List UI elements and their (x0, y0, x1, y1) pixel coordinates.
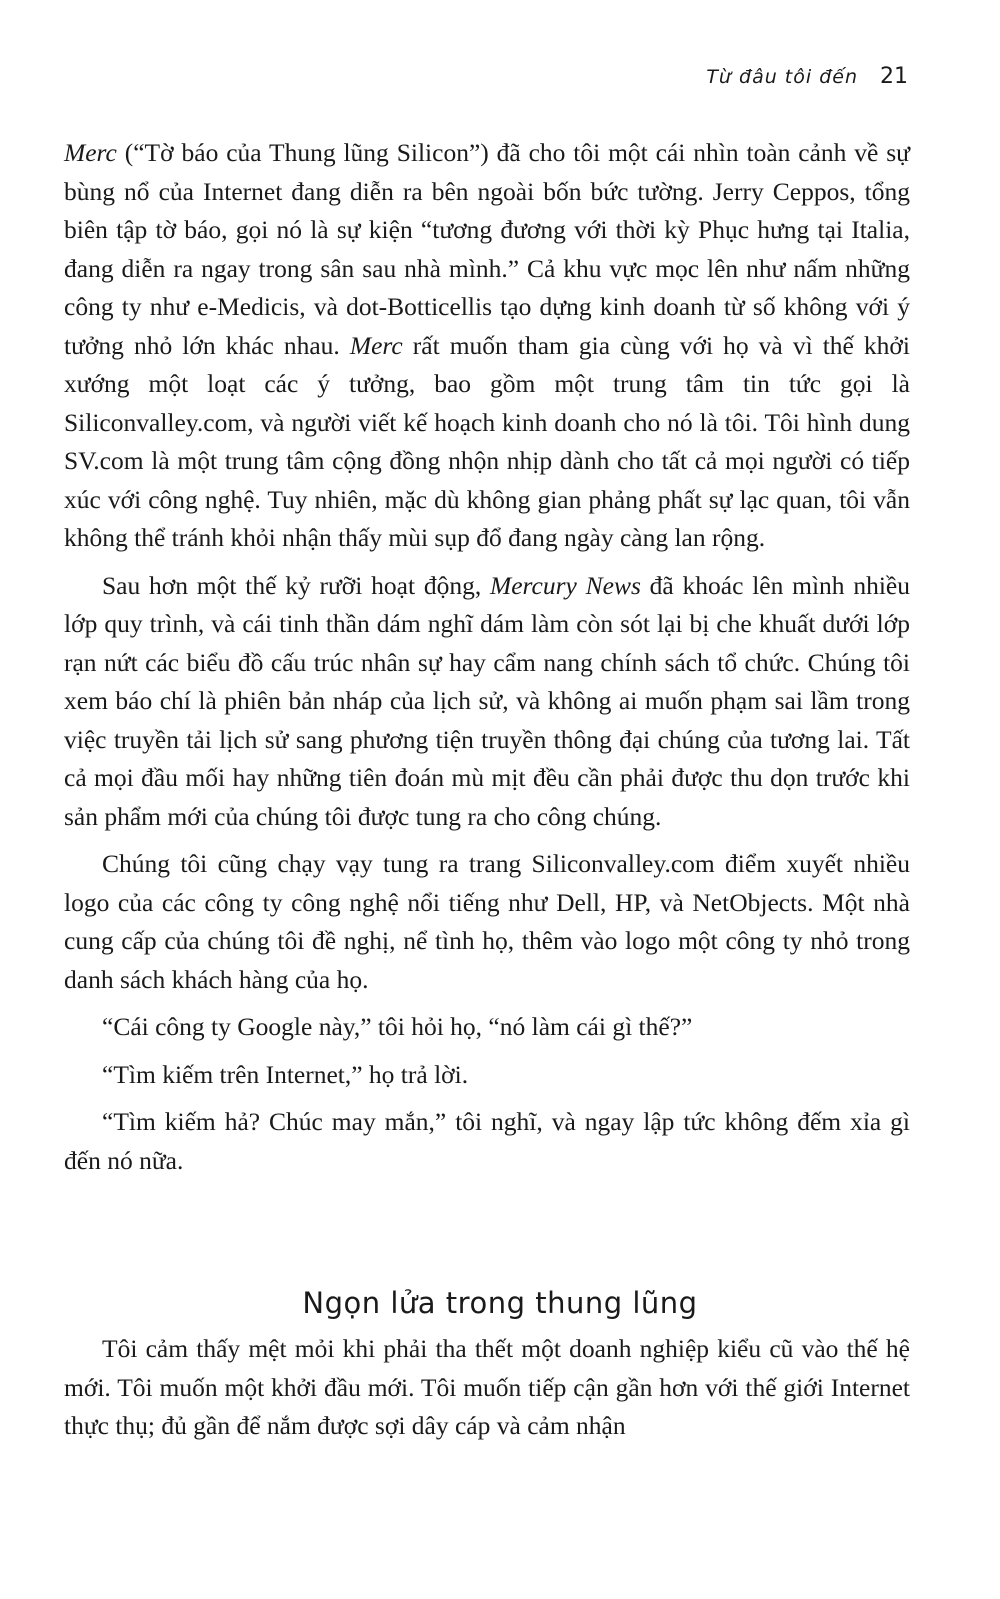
italic-merc-2: Merc (349, 330, 403, 360)
italic-merc: Merc (64, 138, 117, 167)
paragraph-1-text: (“Tờ báo của Thung lũng Silicon”) đã cho tôi một cái nhìn toàn cảnh về sự bùng nổ của Internet đang diễn ra bên ngoài bốn bức tường. Jerry Ceppos, tổng biên tập tờ báo, gọi nó là sự kiện “tương đương với thời kỳ Phục hưng tại Italia, đang diễn ra ngay trong sân sau nhà mình.” Cả khu vực mọc lên như nấm những công ty như e-Medicis, và dot-Botticellis tạo dựng kinh doanh từ số không với ý tưởng nhỏ lớn khác nhau. (64, 138, 910, 360)
paragraph-2 (64, 567, 910, 837)
paragraph-4: “Cái công ty Google này,” tôi hỏi họ, “nó làm cái gì thế?” (102, 1012, 693, 1041)
running-title: Từ đâu tôi đến (706, 66, 858, 88)
paragraph-7: Tôi cảm thấy mệt mỏi khi phải tha thết một doanh nghiệp kiểu cũ vào thế hệ mới. Tôi muốn một khởi đầu mới. Tôi muốn tiếp cận gần hơn với thế giới Internet thực thụ; đủ gần để nắm được sợi dây cáp và cảm nhận (64, 1334, 910, 1440)
body-text-after-heading (64, 1330, 910, 1455)
page-number: 21 (880, 64, 908, 89)
running-header (706, 64, 908, 89)
paragraph-1 (64, 134, 910, 558)
section-heading: Ngọn lửa trong thung lũng (302, 1286, 698, 1320)
paragraph-5: “Tìm kiếm trên Internet,” họ trả lời. (102, 1059, 469, 1089)
body-text-before-heading (64, 134, 910, 1189)
italic-mercury-news: Mercury News (490, 570, 641, 600)
paragraph-3: Chúng tôi cũng chạy vạy tung ra trang Siliconvalley.com điểm xuyết nhiều logo của các công ty công nghệ nổi tiếng như Dell, HP, và NetObjects. Một nhà cung cấp của chúng tôi đề nghị, nể tình họ, thêm vào logo một công ty nhỏ trong danh sách khách hàng của họ. (64, 849, 910, 994)
paragraph-2-text-after: đã khoác lên mình nhiều lớp quy trình, và cái tinh thần dám nghĩ dám làm còn sót lại bị che khuất dưới lớp rạn nứt các biểu đồ cấu trúc nhân sự hay cẩm nang chính sách tổ chức. Chúng tôi xem báo chí là phiên bản nháp của lịch sử, và không ai muốn phạm sai lầm trong việc truyền tải lịch sử sang phương tiện truyền thông đại chúng của tương lai. Tất cả mọi đầu mối hay những tiên đoán mù mịt đều cần phải được thu dọn trước khi sản phẩm mới của chúng tôi được tung ra cho công chúng. (64, 570, 910, 831)
paragraph-1-rest: rất muốn tham gia cùng với họ và vì thế khởi xướng một loạt các ý tưởng, bao gồm một trung tâm tin tức gọi là Siliconvalley.com, và người viết kế hoạch kinh doanh cho nó là tôi. Tôi hình dung SV.com là một trung tâm cộng đồng nhộn nhịp dành cho tất cả mọi người có tiếp xúc với công nghệ. Tuy nhiên, mặc dù không gian phảng phất sự lạc quan, tôi vẫn không thể tránh khỏi nhận thấy mùi sụp đổ đang ngày càng lan rộng. (64, 330, 910, 552)
paragraph-2-text-before: Sau hơn một thế kỷ rưỡi hoạt động, (102, 570, 490, 600)
section-heading-wrap (0, 1286, 1000, 1320)
paragraph-6: “Tìm kiếm hả? Chúc may mắn,” tôi nghĩ, và ngay lập tức không đếm xỉa gì đến nó nữa. (64, 1107, 910, 1175)
